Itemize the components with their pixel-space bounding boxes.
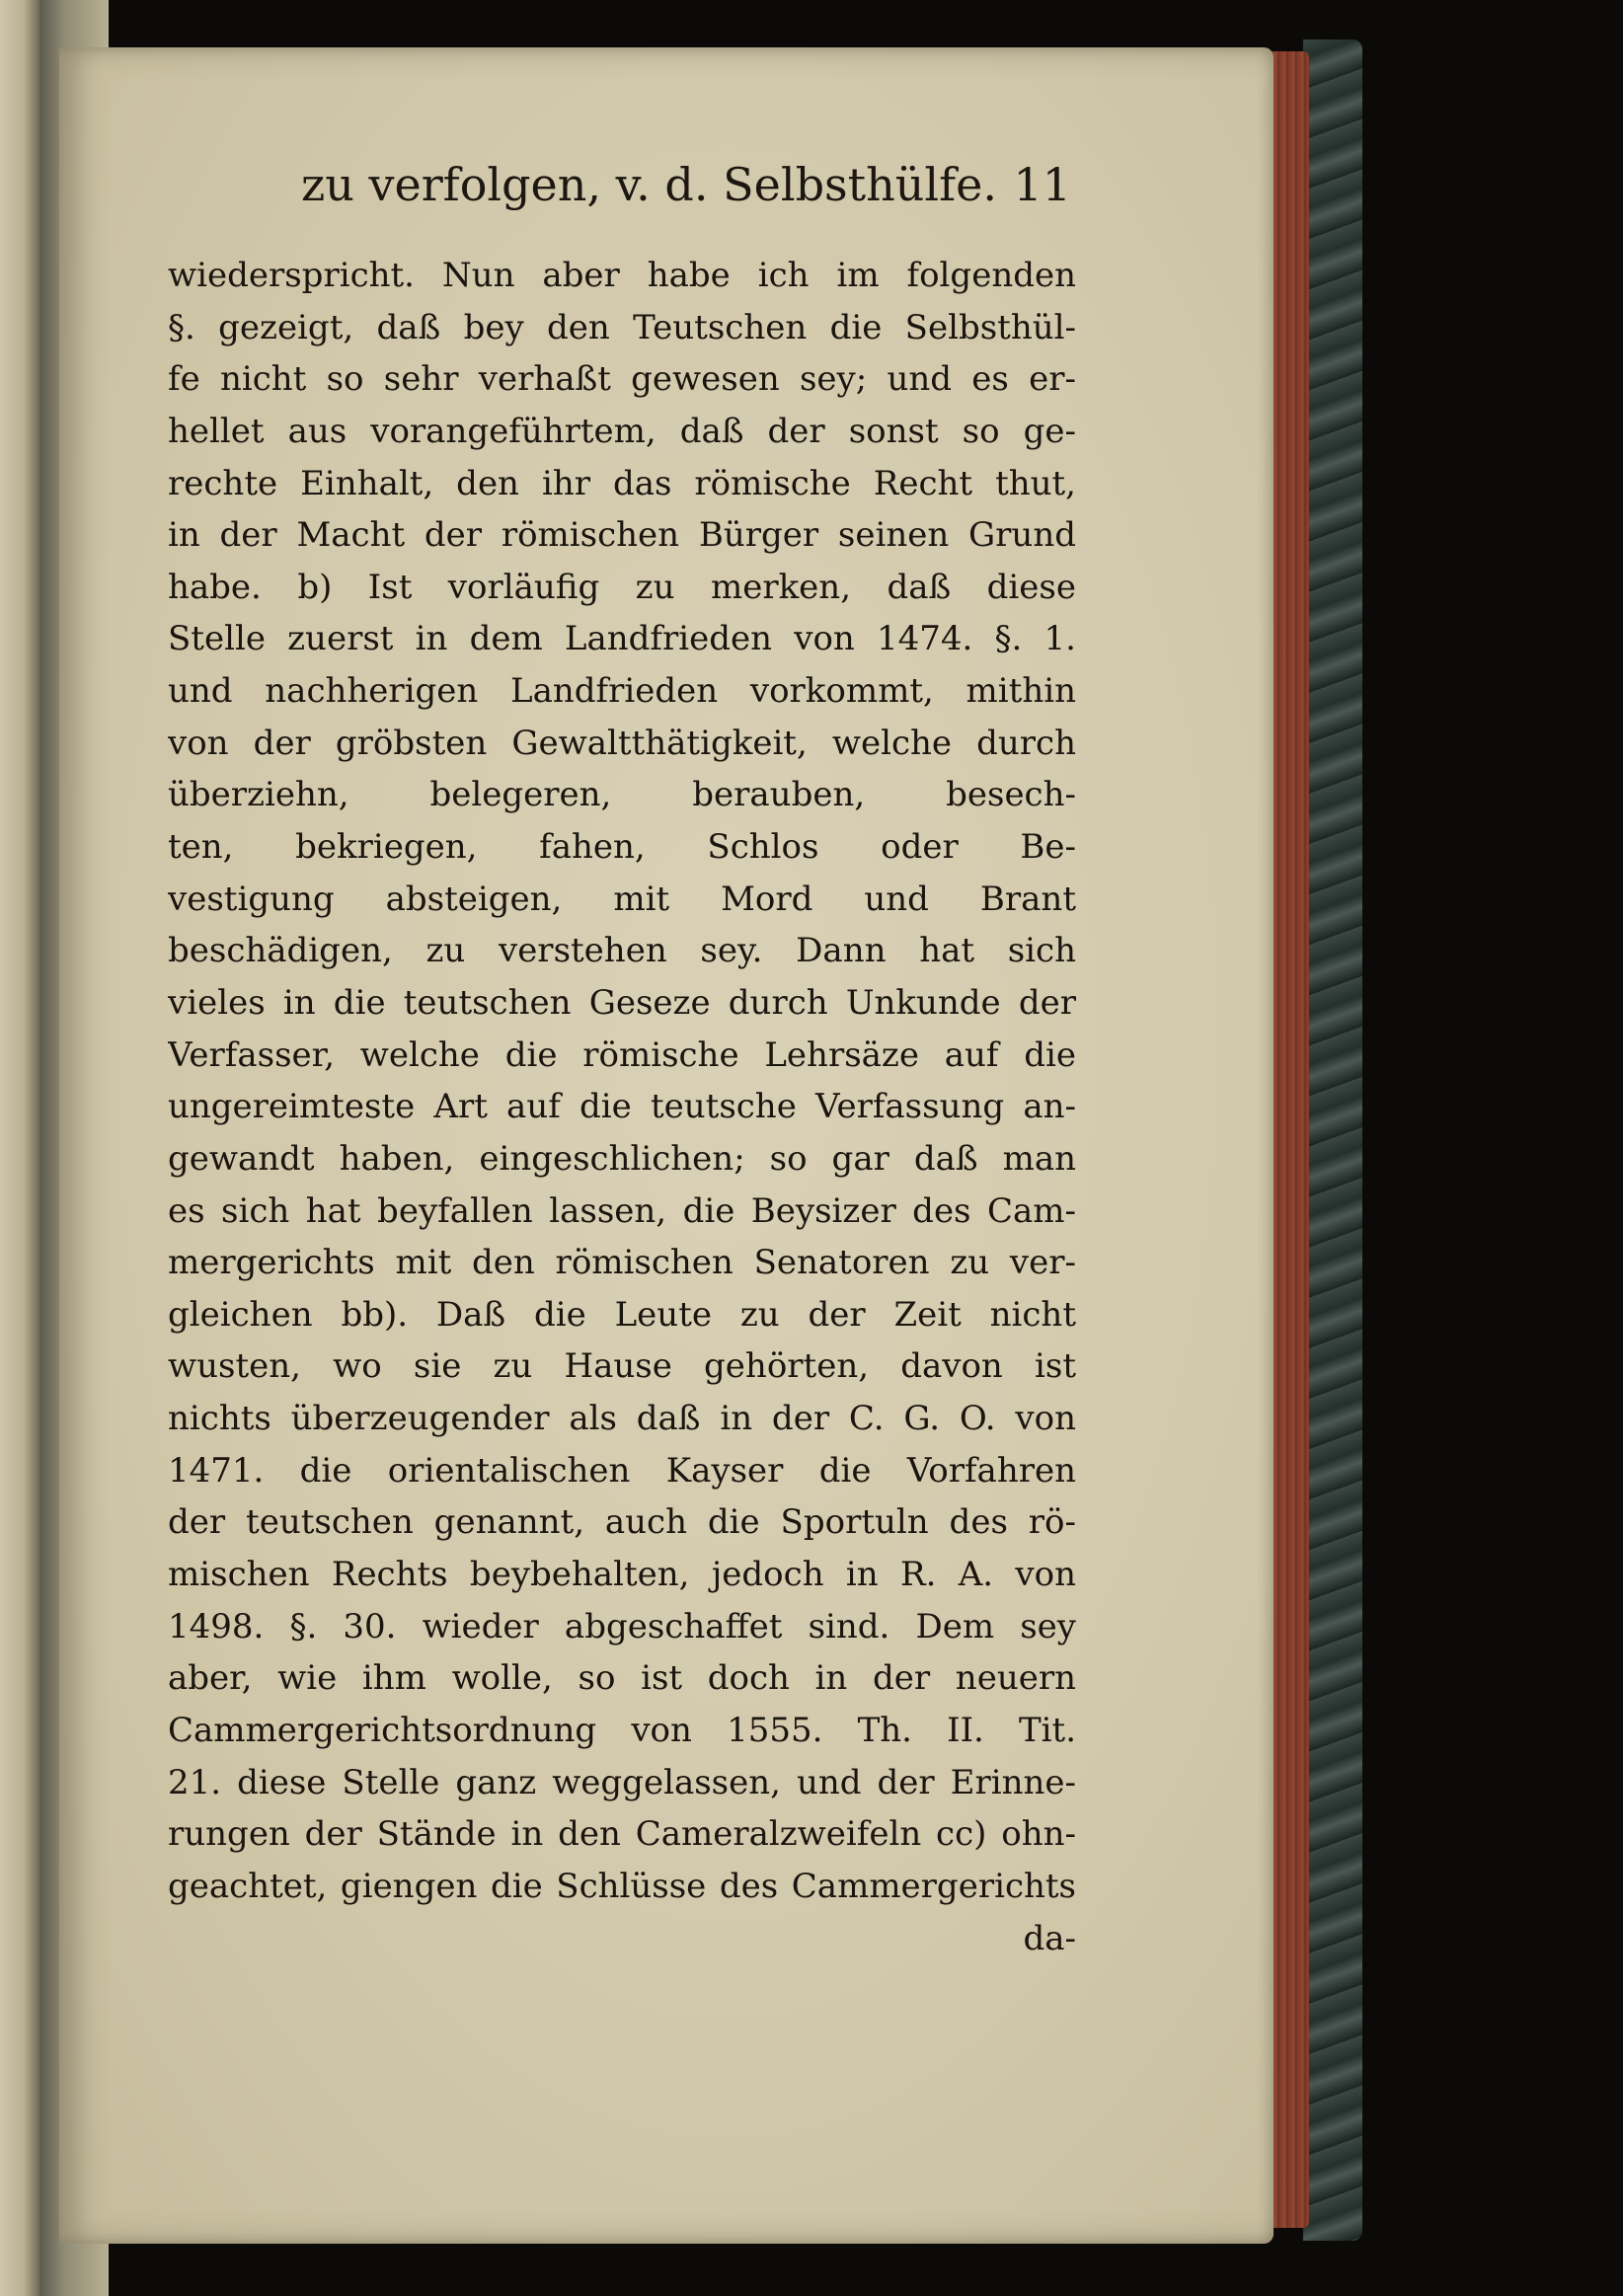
text-line: aber, wie ihm wolle, so ist doch in der neuern bbox=[168, 1658, 1076, 1699]
running-head: zu verfolgen, v. d. Selbsthülfe. bbox=[301, 158, 997, 211]
facing-page-edge bbox=[0, 0, 39, 2296]
text-line: gleichen bb). Daß die Leute zu der Zeit nicht bbox=[168, 1294, 1076, 1335]
text-line: Cammergerichtsordnung von 1555. Th. II. Tit. bbox=[168, 1710, 1076, 1750]
text-line: beschädigen, zu verstehen sey. Dann hat sich bbox=[168, 931, 1076, 971]
text-line: und nachherigen Landfrieden vorkommt, mithin bbox=[168, 671, 1076, 712]
text-line: von der gröbsten Gewaltthätigkeit, welche durch bbox=[168, 723, 1076, 763]
text-line: ten, bekriegen, fahen, Schlos oder Be- bbox=[168, 827, 1076, 868]
text-line: fe nicht so sehr verhaßt gewesen sey; und es er- bbox=[168, 359, 1076, 400]
text-line: überziehn, belegeren, berauben, besech- bbox=[168, 775, 1076, 815]
marbled-cover bbox=[1303, 39, 1362, 2241]
text-line: Stelle zuerst in dem Landfrieden von 1474. §. 1. bbox=[168, 619, 1076, 659]
text-line: rechte Einhalt, den ihr das römische Recht thut, bbox=[168, 463, 1076, 503]
text-line: vieles in die teutschen Geseze durch Unkunde der bbox=[168, 982, 1076, 1023]
text-line: hellet aus vorangeführtem, daß der sonst so ge- bbox=[168, 411, 1076, 451]
catchword: da- bbox=[1023, 1918, 1076, 1958]
text-line: 1471. die orientalischen Kayser die Vorfahren bbox=[168, 1450, 1076, 1491]
text-line: mischen Rechts beybehalten, jedoch in R. A. von bbox=[168, 1555, 1076, 1595]
text-line: in der Macht der römischen Bürger seinen Grund bbox=[168, 515, 1076, 556]
text-line: habe. b) Ist vorläufig zu merken, daß diese bbox=[168, 567, 1076, 607]
text-line: gewandt haben, eingeschlichen; so gar daß man bbox=[168, 1138, 1076, 1179]
text-line: rungen der Stände in den Cameralzweifeln cc) ohn- bbox=[168, 1814, 1076, 1855]
page-number: 11 bbox=[1013, 158, 1071, 211]
text-line: 21. diese Stelle ganz weggelassen, und der Erinne- bbox=[168, 1762, 1076, 1802]
text-line: vestigung absteigen, mit Mord und Brant bbox=[168, 879, 1076, 919]
text-line: nichts überzeugender als daß in der C. G. O. von bbox=[168, 1399, 1076, 1439]
text-line: 1498. §. 30. wieder abgeschaffet sind. Dem sey bbox=[168, 1606, 1076, 1646]
body-text bbox=[168, 250, 1076, 1964]
text-line: wusten, wo sie zu Hause gehörten, davon ist bbox=[168, 1346, 1076, 1387]
text-line: ungereimteste Art auf die teutsche Verfassung an- bbox=[168, 1087, 1076, 1127]
text-line: mergerichts mit den römischen Senatoren zu ver- bbox=[168, 1243, 1076, 1283]
text-line: es sich hat beyfallen lassen, die Beysizer des Cam- bbox=[168, 1190, 1076, 1231]
text-line: geachtet, giengen die Schlüsse des Cammergerichts bbox=[168, 1866, 1076, 1906]
text-line: der teutschen genannt, auch die Sportuln des rö- bbox=[168, 1502, 1076, 1543]
text-line: Verfasser, welche die römische Lehrsäze auf die bbox=[168, 1034, 1076, 1075]
text-line: wiederspricht. Nun aber habe ich im folgenden bbox=[168, 256, 1076, 295]
text-line: §. gezeigt, daß bey den Teutschen die Selbsthül- bbox=[168, 307, 1076, 347]
